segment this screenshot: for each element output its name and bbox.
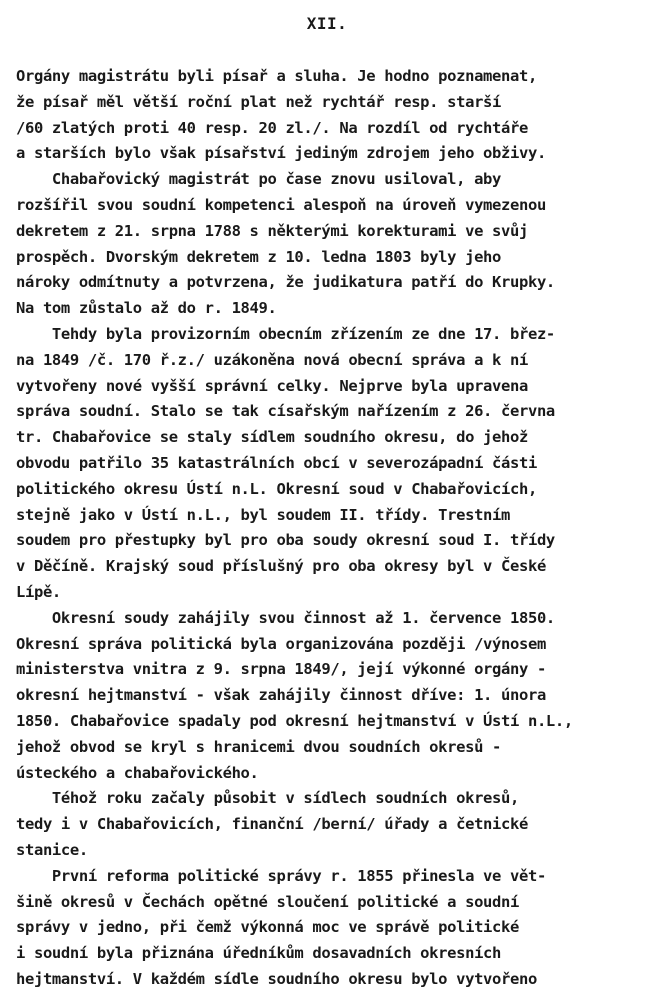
- text-line: hejtmanství. V každém sídle soudního okresu bylo vytvořeno: [16, 969, 537, 988]
- text-line: rozšířil svou soudní kompetenci alespoň na úroveň vymezenou: [16, 195, 546, 214]
- text-line: správa soudní. Stalo se tak císařským nařízením z 26. června: [16, 402, 555, 421]
- text-line: v Děčíně. Krajský soud příslušný pro oba okresy byl v České: [16, 557, 546, 576]
- text-line: tr. Chabařovice se staly sídlem soudního okresu, do jehož: [16, 428, 528, 447]
- text-line: ministerstva vnitra z 9. srpna 1849/, její výkonné orgány -: [16, 660, 546, 679]
- text-line: jehož obvod se kryl s hranicemi dvou soudních okresů -: [16, 737, 502, 756]
- text-line: tedy i v Chabařovicích, finanční /berní/ úřady a četnické: [16, 815, 528, 834]
- page-number: XII.: [306, 14, 348, 33]
- text-line: Okresní správa politická byla organizována později /výnosem: [16, 634, 546, 653]
- text-line: stejně jako v Ústí n.L., byl soudem II. třídy. Trestním: [16, 505, 510, 524]
- text-line: okresní hejtmanství - však zahájily činnost dříve: 1. února: [16, 686, 546, 705]
- text-line: První reforma politické správy r. 1855 přinesla ve vět-: [16, 866, 546, 885]
- text-line: obvodu patřilo 35 katastrálních obcí v severozápadní části: [16, 453, 537, 472]
- text-line: stanice.: [16, 840, 88, 859]
- text-line: Téhož roku začaly působit v sídlech soudních okresů,: [16, 789, 519, 808]
- text-line: Orgány magistrátu byli písař a sluha. Je hodno poznamenat,: [16, 67, 537, 85]
- text-line: Na tom zůstalo až do r. 1849.: [16, 299, 277, 318]
- text-line: že písař měl větší roční plat než rychtář resp. starší: [16, 92, 502, 111]
- text-line: a starších bylo však písařství jediným zdrojem jeho obživy.: [16, 144, 546, 163]
- text-line: Tehdy byla provizorním obecním zřízením ze dne 17. břez-: [16, 324, 555, 343]
- text-line: správy v jedno, při čemž výkonná moc ve správě politické: [16, 918, 519, 937]
- text-line: i soudní byla přiznána úředníkům dosavadních okresních: [16, 944, 502, 963]
- text-line: šině okresů v Čechách opětné sloučení politické a soudní: [16, 892, 519, 911]
- text-line: Okresní soudy zahájily svou činnost až 1. července 1850.: [16, 608, 555, 627]
- text-line: vytvořeny nové vyšší správní celky. Nejprve byla upravena: [16, 376, 528, 395]
- text-line: soudem pro přestupky byl pro oba soudy okresní soud I. třídy: [16, 531, 555, 550]
- text-line: na 1849 /č. 170 ř.z./ uzákoněna nová obecní správa a k ní: [16, 350, 528, 369]
- text-line: ústeckého a chabařovického.: [16, 763, 259, 782]
- text-line: politického okresu Ústí n.L. Okresní soud v Chabařovicích,: [16, 479, 537, 498]
- text-line: Lípě.: [16, 582, 61, 601]
- text-line: Chabařovický magistrát po čase znovu usiloval, aby: [16, 170, 502, 189]
- text-line: dekretem z 21. srpna 1788 s některými korekturami ve svůj: [16, 221, 528, 240]
- text-line: /60 zlatých proti 40 resp. 20 zl./. Na rozdíl od rychtáře: [16, 118, 528, 137]
- text-line: nároky odmítnuty a potvrzena, že judikatura patří do Krupky.: [16, 273, 555, 292]
- text-line: 1850. Chabařovice spadaly pod okresní hejtmanství v Ústí n.L.,: [16, 711, 573, 730]
- text-line: prospěch. Dvorským dekretem z 10. ledna 1803 byly jeho: [16, 247, 502, 266]
- body-text: [16, 64, 652, 993]
